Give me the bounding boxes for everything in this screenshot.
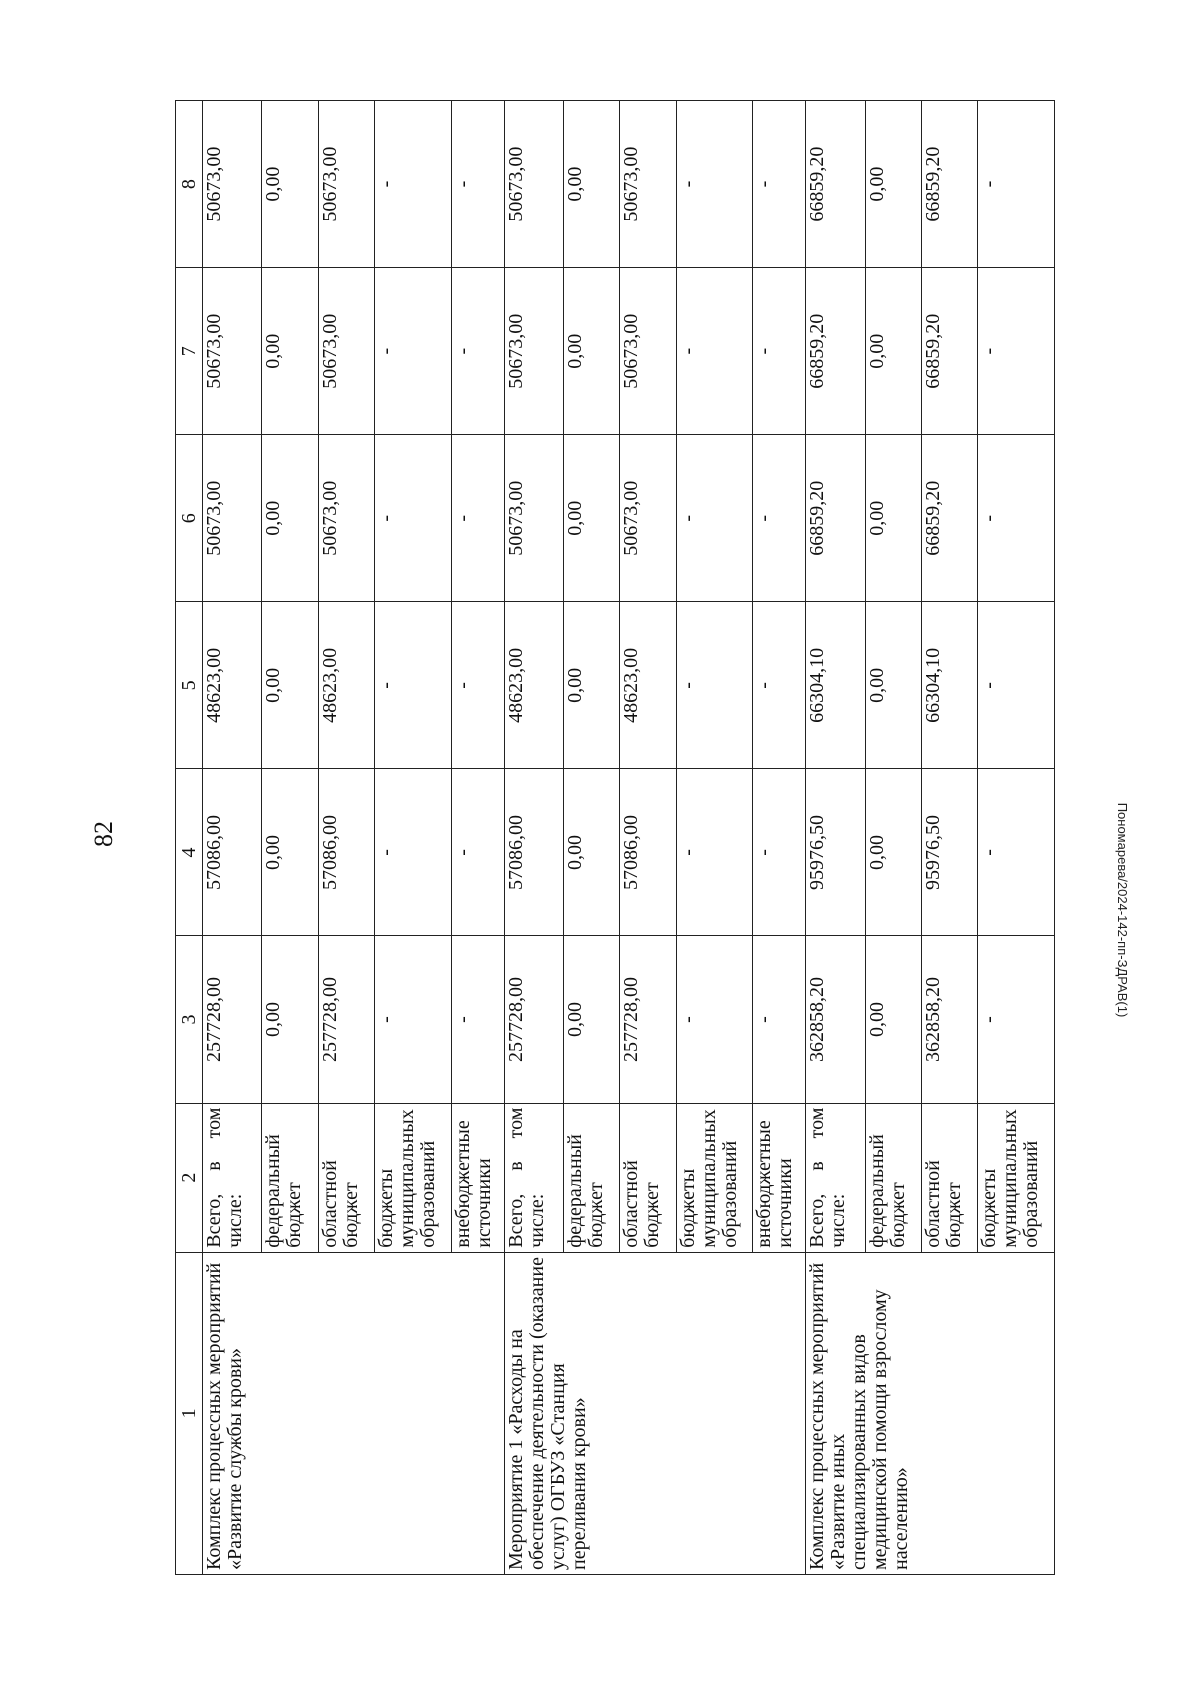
amount-cell: 66859,20 — [921, 268, 977, 435]
amount-cell: - — [451, 602, 504, 769]
amount-cell: - — [676, 769, 753, 936]
amount-cell: 66859,20 — [921, 101, 977, 268]
amount-cell: 48623,00 — [504, 602, 563, 769]
amount-cell: - — [753, 435, 806, 602]
amount-cell: 50673,00 — [318, 268, 374, 435]
table-row — [806, 101, 865, 1575]
column-header: 7 — [176, 268, 203, 435]
table-body — [203, 101, 1055, 1575]
funding-source-cell: внебюджетные источники — [753, 1103, 806, 1252]
amount-cell: - — [978, 769, 1055, 936]
amount-cell: 0,00 — [564, 936, 620, 1103]
amount-cell: - — [753, 101, 806, 268]
amount-cell: 50673,00 — [504, 435, 563, 602]
amount-cell: - — [374, 435, 451, 602]
amount-cell: - — [451, 435, 504, 602]
amount-cell: 66859,20 — [806, 268, 865, 435]
amount-cell: 0,00 — [865, 936, 921, 1103]
amount-cell: 0,00 — [262, 268, 318, 435]
amount-cell: - — [374, 769, 451, 936]
funding-source-cell: Всего, в том числе: — [504, 1103, 563, 1252]
funding-source-cell: областной бюджет — [620, 1103, 676, 1252]
amount-cell: - — [451, 769, 504, 936]
event-name-cell: Комплекс процессных мероприятий «Развитие службы крови» — [203, 1252, 505, 1574]
amount-cell: - — [753, 602, 806, 769]
amount-cell: 95976,50 — [921, 769, 977, 936]
funding-source-cell: бюджеты муниципальных образований — [374, 1103, 451, 1252]
amount-cell: 0,00 — [564, 101, 620, 268]
amount-cell: - — [451, 268, 504, 435]
amount-cell: 0,00 — [564, 769, 620, 936]
column-header: 1 — [176, 1252, 203, 1574]
funding-source-cell: Всего, в том числе: — [203, 1103, 262, 1252]
amount-cell: 50673,00 — [504, 101, 563, 268]
amount-cell: 66859,20 — [806, 101, 865, 268]
amount-cell: 257728,00 — [504, 936, 563, 1103]
amount-cell: - — [374, 268, 451, 435]
event-name-cell: Мероприятие 1 «Расходы на обеспечение деятельности (оказание услуг) ОГБУЗ «Станция переливания крови» — [504, 1252, 806, 1574]
funding-source-cell: бюджеты муниципальных образований — [978, 1103, 1055, 1252]
amount-cell: 66859,20 — [921, 435, 977, 602]
amount-cell: - — [978, 101, 1055, 268]
amount-cell: 57086,00 — [318, 769, 374, 936]
amount-cell: - — [753, 268, 806, 435]
amount-cell: - — [676, 435, 753, 602]
amount-cell: 50673,00 — [203, 268, 262, 435]
amount-cell: 95976,50 — [806, 769, 865, 936]
amount-cell: - — [374, 101, 451, 268]
amount-cell: 57086,00 — [203, 769, 262, 936]
amount-cell: - — [753, 936, 806, 1103]
amount-cell: 257728,00 — [203, 936, 262, 1103]
amount-cell: - — [451, 101, 504, 268]
amount-cell: 57086,00 — [620, 769, 676, 936]
funding-source-cell: Всего, в том числе: — [806, 1103, 865, 1252]
column-header: 2 — [176, 1103, 203, 1252]
amount-cell: - — [676, 101, 753, 268]
funding-source-cell: федеральный бюджет — [865, 1103, 921, 1252]
amount-cell: 257728,00 — [318, 936, 374, 1103]
funding-source-cell: внебюджетные источники — [451, 1103, 504, 1252]
amount-cell: 0,00 — [262, 602, 318, 769]
amount-cell: 48623,00 — [620, 602, 676, 769]
amount-cell: - — [978, 268, 1055, 435]
amount-cell: 0,00 — [564, 268, 620, 435]
amount-cell: - — [978, 435, 1055, 602]
amount-cell: 0,00 — [865, 769, 921, 936]
column-header: 3 — [176, 936, 203, 1103]
funding-source-cell: бюджеты муниципальных образований — [676, 1103, 753, 1252]
amount-cell: 0,00 — [865, 268, 921, 435]
amount-cell: 48623,00 — [203, 602, 262, 769]
amount-cell: 50673,00 — [620, 101, 676, 268]
amount-cell: - — [676, 936, 753, 1103]
column-header: 8 — [176, 101, 203, 268]
table-container — [175, 100, 1055, 1575]
amount-cell: 57086,00 — [504, 769, 563, 936]
column-header: 5 — [176, 602, 203, 769]
amount-cell: 0,00 — [262, 101, 318, 268]
amount-cell: 50673,00 — [504, 268, 563, 435]
amount-cell: - — [676, 268, 753, 435]
amount-cell: 0,00 — [262, 936, 318, 1103]
amount-cell: 66859,20 — [806, 435, 865, 602]
amount-cell: 0,00 — [564, 602, 620, 769]
column-header: 4 — [176, 769, 203, 936]
amount-cell: - — [978, 936, 1055, 1103]
amount-cell: 0,00 — [564, 435, 620, 602]
amount-cell: 66304,10 — [921, 602, 977, 769]
amount-cell: - — [374, 936, 451, 1103]
event-name-cell: Комплекс процессных мероприятий «Развитие иных специализированных видов медицинской помощи взрослому населению» — [806, 1252, 1055, 1574]
funding-source-cell: областной бюджет — [921, 1103, 977, 1252]
funding-source-cell: федеральный бюджет — [262, 1103, 318, 1252]
amount-cell: 50673,00 — [620, 435, 676, 602]
amount-cell: - — [753, 769, 806, 936]
amount-cell: 48623,00 — [318, 602, 374, 769]
amount-cell: 50673,00 — [620, 268, 676, 435]
amount-cell: 362858,20 — [806, 936, 865, 1103]
amount-cell: - — [978, 602, 1055, 769]
amount-cell: 50673,00 — [203, 101, 262, 268]
amount-cell: 66304,10 — [806, 602, 865, 769]
amount-cell: 0,00 — [865, 602, 921, 769]
amount-cell: 0,00 — [262, 435, 318, 602]
amount-cell: 0,00 — [865, 101, 921, 268]
amount-cell: 50673,00 — [318, 435, 374, 602]
amount-cell: 50673,00 — [318, 101, 374, 268]
table-row — [203, 101, 262, 1575]
amount-cell: - — [451, 936, 504, 1103]
amount-cell: 362858,20 — [921, 936, 977, 1103]
amount-cell: 0,00 — [262, 769, 318, 936]
funding-source-cell: федеральный бюджет — [564, 1103, 620, 1252]
table-row — [504, 101, 563, 1575]
amount-cell: - — [374, 602, 451, 769]
amount-cell: - — [676, 602, 753, 769]
amount-cell: 257728,00 — [620, 936, 676, 1103]
header-row — [176, 101, 203, 1575]
page-number: 82 — [89, 821, 118, 847]
amount-cell: 0,00 — [865, 435, 921, 602]
document-reference: Пономарева/2024-142-пп-ЗДРАВ(1) — [1115, 802, 1130, 1018]
funding-source-cell: областной бюджет — [318, 1103, 374, 1252]
budget-table — [175, 100, 1055, 1575]
amount-cell: 50673,00 — [203, 435, 262, 602]
column-header: 6 — [176, 435, 203, 602]
